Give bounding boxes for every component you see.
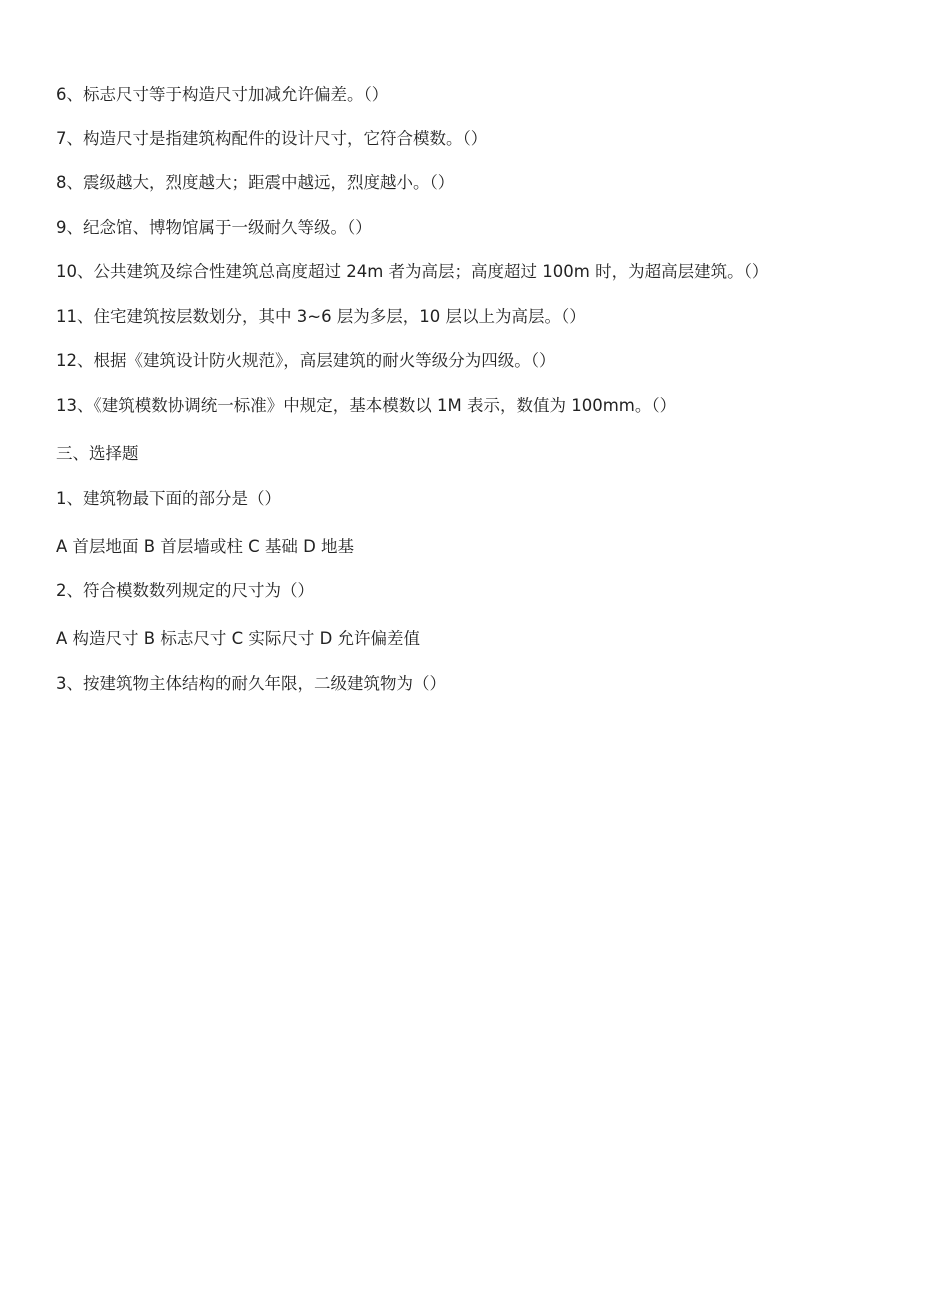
tf-item-13: 13、《建筑模数协调统一标准》中规定，基本模数以 1M 表示，数值为 100mm。（） — [56, 396, 677, 415]
choice-question-2: 2、符合模数数列规定的尺寸为（） — [56, 581, 314, 600]
tf-item-6: 6、标志尺寸等于构造尺寸加减允许偏差。（） — [56, 85, 389, 104]
tf-item-10: 10、公共建筑及综合性建筑总高度超过 24m 者为高层；高度超过 100m 时，为超高层建筑。（） — [56, 262, 769, 281]
section-heading-choice: 三、选择题 — [56, 444, 139, 463]
tf-item-7: 7、构造尺寸是指建筑构配件的设计尺寸，它符合模数。（） — [56, 129, 488, 148]
tf-item-12: 12、根据《建筑设计防火规范》，高层建筑的耐火等级分为四级。（） — [56, 351, 556, 370]
choice-question-1: 1、建筑物最下面的部分是（） — [56, 489, 281, 508]
tf-item-8: 8、震级越大，烈度越大；距震中越远，烈度越小。（） — [56, 173, 455, 192]
choice-options-2: A 构造尺寸 B 标志尺寸 C 实际尺寸 D 允许偏差值 — [56, 629, 421, 648]
choice-question-3: 3、按建筑物主体结构的耐久年限，二级建筑物为（） — [56, 674, 446, 693]
tf-item-9: 9、纪念馆、博物馆属于一级耐久等级。（） — [56, 218, 372, 237]
choice-options-1: A 首层地面 B 首层墙或柱 C 基础 D 地基 — [56, 537, 355, 556]
tf-item-11: 11、住宅建筑按层数划分，其中 3~6 层为多层，10 层以上为高层。（） — [56, 307, 586, 326]
